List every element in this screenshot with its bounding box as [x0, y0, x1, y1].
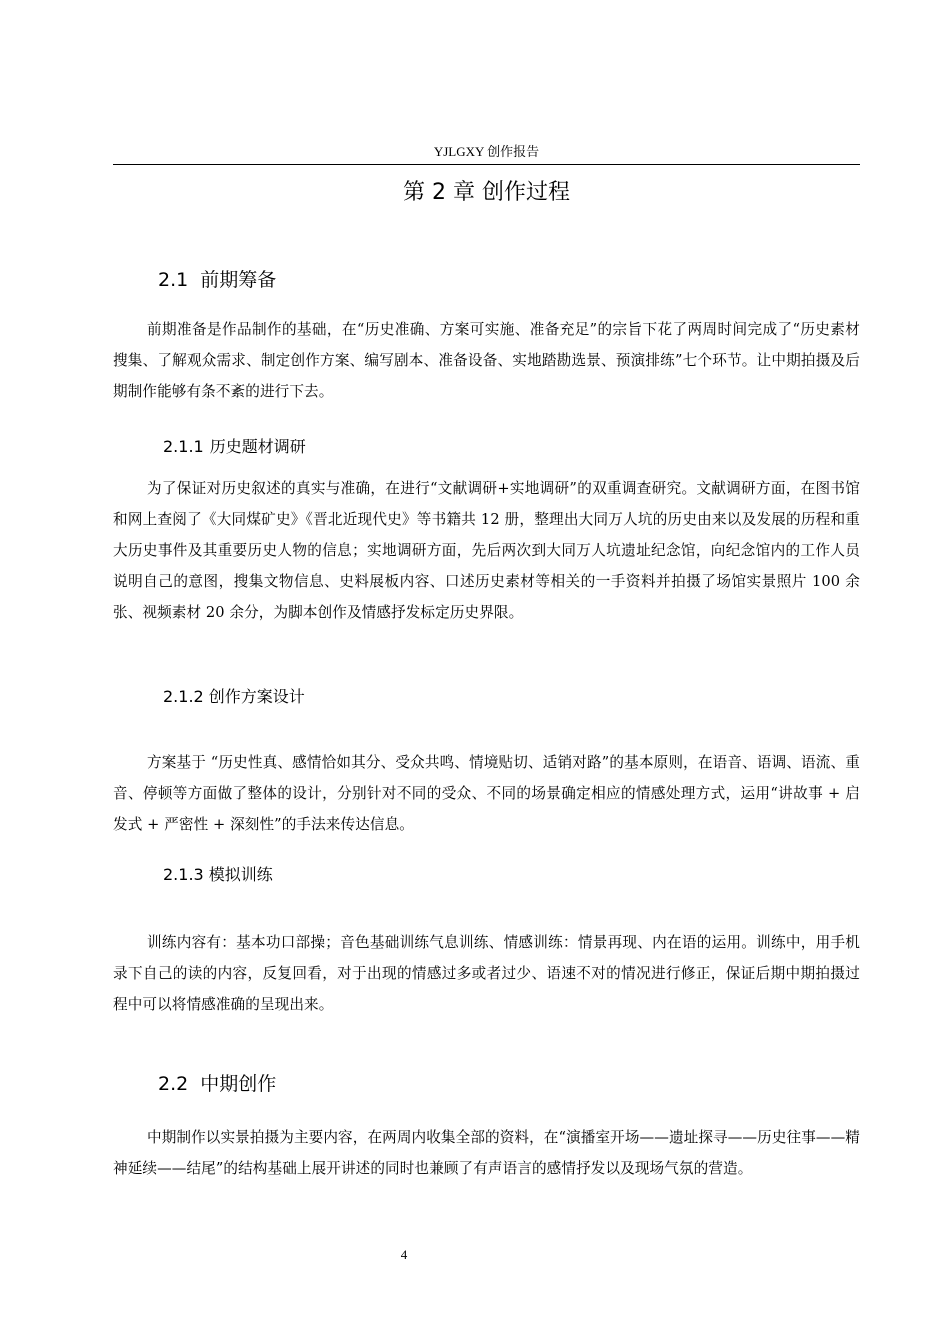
paragraph-2-2: 中期制作以实景拍摄为主要内容，在两周内收集全部的资料，在“演播室开场——遗址探寻——历史往事——精神延续——结尾”的结构基础上展开讲述的同时也兼顾了有声语言的感情抒发以及现场气氛的营造。	[113, 1129, 860, 1177]
section-title: 中期创作	[200, 1073, 277, 1095]
paragraph-2-1-3: 训练内容有：基本功口部操；音色基础训练气息训练、情感训练：情景再现、内在语的运用。训练中，用手机录下自己的读的内容，反复回看，对于出现的情感过多或者过少、语速不对的情况进行修正，保证后期中期拍摄过程中可以将情感准确的呈现出来。	[113, 934, 860, 1013]
section-title: 历史题材调研	[209, 437, 306, 456]
section-heading-2-1-3: 2.1.3 模拟训练	[163, 865, 273, 884]
section-heading-2-1	[158, 266, 276, 294]
paragraph-2-1-2: 方案基于 “历史性真、感情恰如其分、受众共鸣、情境贴切、适销对路”的基本原则，在语音、语调、语流、重音、停顿等方面做了整体的设计，分别针对不同的受众、不同的场景确定相应的情感处理方式，运用“讲故事 + 启发式 + 严密性 + 深刻性”的手法来传达信息。	[113, 754, 860, 833]
section-number: 2.2	[158, 1073, 189, 1095]
section-heading-2-1-2: 2.1.2 创作方案设计	[163, 687, 305, 706]
section-number: 2.1.1	[163, 437, 204, 456]
header-rule	[113, 164, 860, 165]
section-title: 前期筹备	[200, 269, 277, 291]
chapter-title: 第 2 章 创作过程	[403, 180, 570, 205]
section-heading-2-1-1	[163, 435, 306, 459]
paragraph-2-1-1: 为了保证对历史叙述的真实与准确，在进行“文献调研+实地调研”的双重调查研究。文献调研方面，在图书馆和网上查阅了《大同煤矿史》《晋北近现代史》等书籍共 12 册，整理出大同万人坑的历史由来以及发展的历程和重大历史事件及其重要历史人物的信息；实地调研方面，先后两次到大同万人坑遗址纪念馆，向纪念馆内的工作人员说明自己的意图，搜集文物信息、史料展板内容、口述历史素材等相关的一手资料并拍摄了场馆实景照片 100 余张、视频素材 20 余分，为脚本创作及情感抒发标定历史界限。	[113, 480, 860, 621]
section-number: 2.1	[158, 269, 189, 291]
section-heading-2-2	[158, 1070, 276, 1098]
paragraph-2-1: 前期准备是作品制作的基础，在“历史准确、方案可实施、准备充足”的宗旨下花了两周时间完成了“历史素材搜集、了解观众需求、制定创作方案、编写剧本、准备设备、实地踏勘选景、预演排练”七个环节。让中期拍摄及后期制作能够有条不紊的进行下去。	[113, 321, 860, 400]
page-number: 4	[400, 1247, 408, 1262]
running-header: YJLGXY 创作报告	[433, 144, 540, 159]
